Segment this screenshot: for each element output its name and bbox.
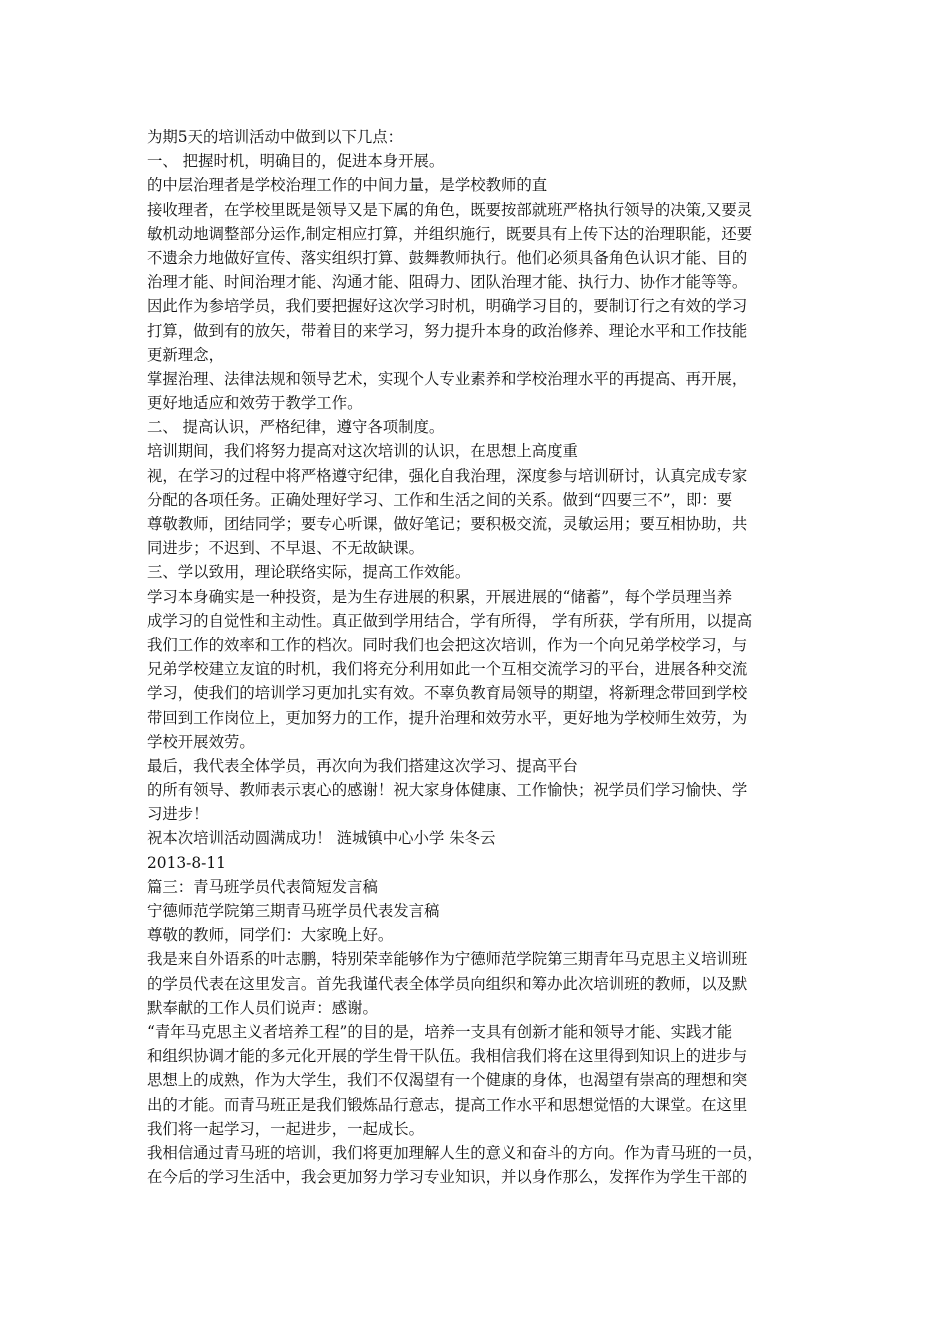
text-line: 敏机动地调整部分运作,制定相应打算，并组织施行，既要具有上传下达的治理职能，还要 xyxy=(147,224,753,243)
text-line: 为期5天的培训活动中做到以下几点： xyxy=(147,128,404,146)
text-line: 尊敬教师，团结同学；要专心听课，做好笔记；要积极交流，灵敏运用；要互相协助，共 xyxy=(147,515,748,533)
text-line: 默奉献的工作人员们说声：感谢。 xyxy=(147,998,378,1017)
text-line: 最后，我代表全体学员，再次向为我们搭建这次学习、提高平台 xyxy=(147,756,578,775)
text-line: 治理才能、时间治理才能、沟通才能、阻碍力、团队治理才能、执行力、协作才能等等。 xyxy=(147,273,748,292)
text-line: 和组织协调才能的多元化开展的学生骨干队伍。我相信我们将在这里得到知识上的进步与 xyxy=(147,1047,748,1066)
text-line: 带回到工作岗位上，更加努力的工作，提升治理和效劳水平，更好地为学校师生效劳，为 xyxy=(147,708,748,727)
text-line: 更好地适应和效劳于教学工作。 xyxy=(147,394,363,413)
text-line: 不遗余力地做好宣传、落实组织打算、鼓舞教师执行。他们必须具备角色认识才能、目的 xyxy=(147,248,748,267)
document-body xyxy=(147,125,819,1189)
text-line: 视，在学习的过程中将严格遵守纪律，强化自我治理，深度参与培训研讨，认真完成专家 xyxy=(147,466,748,485)
text-line: 习进步！ xyxy=(147,805,209,824)
text-line: 接收理者，在学校里既是领导又是下属的角色，既要按部就班严格执行领导的决策,又要灵 xyxy=(147,200,753,219)
text-line: 二、 提高认识，严格纪律，遵守各项制度。 xyxy=(147,418,445,437)
text-line: 成学习的自觉性和主动性。真正做到学用结合，学有所得， 学有所获，学有所用，以提高 xyxy=(147,611,753,630)
text-line: 更新理念， xyxy=(147,345,224,364)
text-line: 掌握治理、法律法规和领导艺术，实现个人专业素养和学校治理水平的再提高、再开展， xyxy=(147,369,748,388)
text-line: 同进步；不迟到、不早退、不无故缺课。 xyxy=(147,539,425,558)
text-line: 学校开展效劳。 xyxy=(147,732,255,751)
text-line: 学习，使我们的培训学习更加扎实有效。不辜负教育局领导的期望，将新理念带回到学校 xyxy=(147,684,748,703)
text-line: 的学员代表在这里发言。首先我谨代表全体学员向组织和筹办此次培训班的教师，以及默 xyxy=(147,974,748,993)
text-line: 我相信通过青马班的培训，我们将更加理解人生的意义和奋斗的方向。作为青马班的一员， xyxy=(147,1143,763,1162)
text-line: 三、学以致用，理论联络实际，提高工作效能。 xyxy=(147,563,471,582)
text-line: 学习本身确实是一种投资，是为生存进展的积累，开展进展的“储蓄”，每个学员理当养 xyxy=(147,587,733,606)
text-line: 宁德师范学院第三期青马班学员代表发言稿 xyxy=(147,902,440,920)
text-line: 的所有领导、教师表示衷心的感谢！祝大家身体健康、工作愉快；祝学员们学习愉快、学 xyxy=(147,781,748,800)
text-line: 分配的各项任务。正确处理好学习、工作和生活之间的关系。做到“四要三不”，即：要 xyxy=(147,490,733,509)
text-line: 的中层治理者是学校治理工作的中间力量，是学校教师的直 xyxy=(147,176,548,195)
text-line: 我们工作的效率和工作的档次。同时我们也会把这次培训，作为一个向兄弟学校学习，与 xyxy=(147,635,748,654)
text-line: 培训期间，我们将努力提高对这次培训的认识，在思想上高度重 xyxy=(147,442,578,461)
text-line: 出的才能。而青马班正是我们锻炼品行意志，提高工作水平和思想觉悟的大课堂。在这里 xyxy=(147,1095,748,1114)
text-line: 思想上的成熟，作为大学生，我们不仅渴望有一个健康的身体，也渴望有崇高的理想和突 xyxy=(147,1071,748,1090)
text-line: 因此作为参培学员，我们要把握好这次学习时机，明确学习目的，要制订行之有效的学习 xyxy=(147,297,748,316)
text-line: 尊敬的教师，同学们：大家晚上好。 xyxy=(147,926,394,945)
text-line: “青年马克思主义者培养工程”的目的是，培养一支具有创新才能和领导才能、实践才能 xyxy=(147,1022,733,1041)
text-line: 一、 把握时机，明确目的，促进本身开展。 xyxy=(147,152,445,171)
text-line: 兄弟学校建立友谊的时机，我们将充分利用如此一个互相交流学习的平台，进展各种交流 xyxy=(147,660,748,679)
text-line: 篇三：青马班学员代表简短发言稿 xyxy=(147,877,378,896)
text-line: 在今后的学习生活中，我会更加努力学习专业知识，并以身作那么，发挥作为学生干部的 xyxy=(147,1168,748,1187)
text-line: 我是来自外语系的叶志鹏，特别荣幸能够作为宁德师范学院第三期青年马克思主义培训班 xyxy=(147,950,748,969)
text-line: 我们将一起学习，一起进步，一起成长。 xyxy=(147,1119,425,1138)
text-line: 打算，做到有的放矢，带着目的来学习，努力提升本身的政治修养、理论水平和工作技能 xyxy=(147,321,748,340)
text-line: 2013-8-11 xyxy=(147,853,226,872)
text-line: 祝本次培训活动圆满成功！ 涟城镇中心小学 朱冬云 xyxy=(147,829,496,848)
